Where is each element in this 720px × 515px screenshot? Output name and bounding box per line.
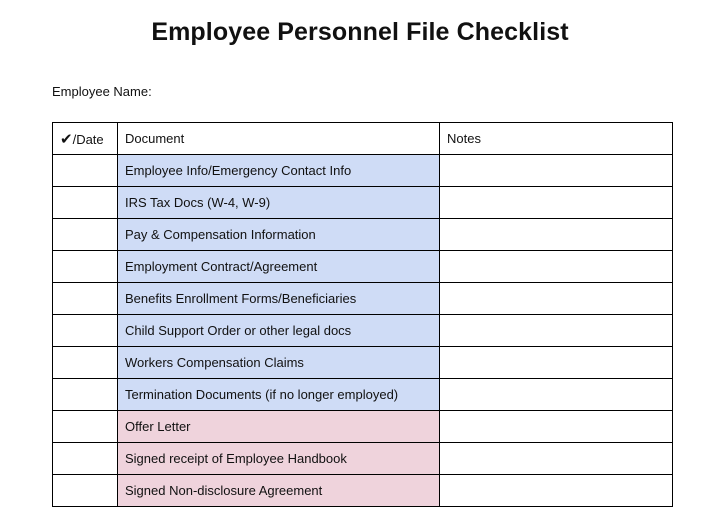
check-date-cell[interactable] <box>53 379 118 411</box>
document-cell: Offer Letter <box>118 411 440 443</box>
table-row <box>53 315 673 347</box>
check-date-cell[interactable] <box>53 219 118 251</box>
header-date-label: /Date <box>72 131 104 147</box>
table-row <box>53 219 673 251</box>
notes-cell[interactable] <box>440 155 673 187</box>
table-row <box>53 187 673 219</box>
notes-cell[interactable] <box>440 283 673 315</box>
table-row <box>53 155 673 187</box>
table-row <box>53 443 673 475</box>
notes-cell[interactable] <box>440 219 673 251</box>
document-cell: Benefits Enrollment Forms/Beneficiaries <box>118 283 440 315</box>
check-date-cell[interactable] <box>53 411 118 443</box>
notes-cell[interactable] <box>440 379 673 411</box>
check-date-cell[interactable] <box>53 283 118 315</box>
document-cell: Employee Info/Emergency Contact Info <box>118 155 440 187</box>
notes-cell[interactable] <box>440 347 673 379</box>
header-notes: Notes <box>440 123 673 155</box>
check-date-cell[interactable] <box>53 443 118 475</box>
table-row <box>53 475 673 507</box>
document-cell: Pay & Compensation Information <box>118 219 440 251</box>
check-date-cell[interactable] <box>53 187 118 219</box>
table-row <box>53 411 673 443</box>
check-date-cell[interactable] <box>53 251 118 283</box>
document-cell: Termination Documents (if no longer employed) <box>118 379 440 411</box>
notes-cell[interactable] <box>440 411 673 443</box>
check-date-cell[interactable] <box>53 347 118 379</box>
notes-cell[interactable] <box>440 443 673 475</box>
check-date-cell[interactable] <box>53 315 118 347</box>
check-date-cell[interactable] <box>53 475 118 507</box>
employee-name-label: Employee Name: <box>52 84 152 99</box>
table-header-row <box>53 123 673 155</box>
table-row <box>53 283 673 315</box>
header-check-date <box>53 123 118 155</box>
table-row <box>53 347 673 379</box>
notes-cell[interactable] <box>440 187 673 219</box>
table-row <box>53 379 673 411</box>
document-cell: Child Support Order or other legal docs <box>118 315 440 347</box>
header-document: Document <box>118 123 440 155</box>
table-row <box>53 251 673 283</box>
document-cell: Workers Compensation Claims <box>118 347 440 379</box>
document-cell: Signed Non-disclosure Agreement <box>118 475 440 507</box>
checklist-table <box>52 122 673 507</box>
document-cell: Signed receipt of Employee Handbook <box>118 443 440 475</box>
page-title: Employee Personnel File Checklist <box>151 18 569 46</box>
checkmark-icon: ✔ <box>60 130 73 148</box>
document-cell: IRS Tax Docs (W-4, W-9) <box>118 187 440 219</box>
document-cell: Employment Contract/Agreement <box>118 251 440 283</box>
notes-cell[interactable] <box>440 475 673 507</box>
notes-cell[interactable] <box>440 251 673 283</box>
check-date-cell[interactable] <box>53 155 118 187</box>
notes-cell[interactable] <box>440 315 673 347</box>
